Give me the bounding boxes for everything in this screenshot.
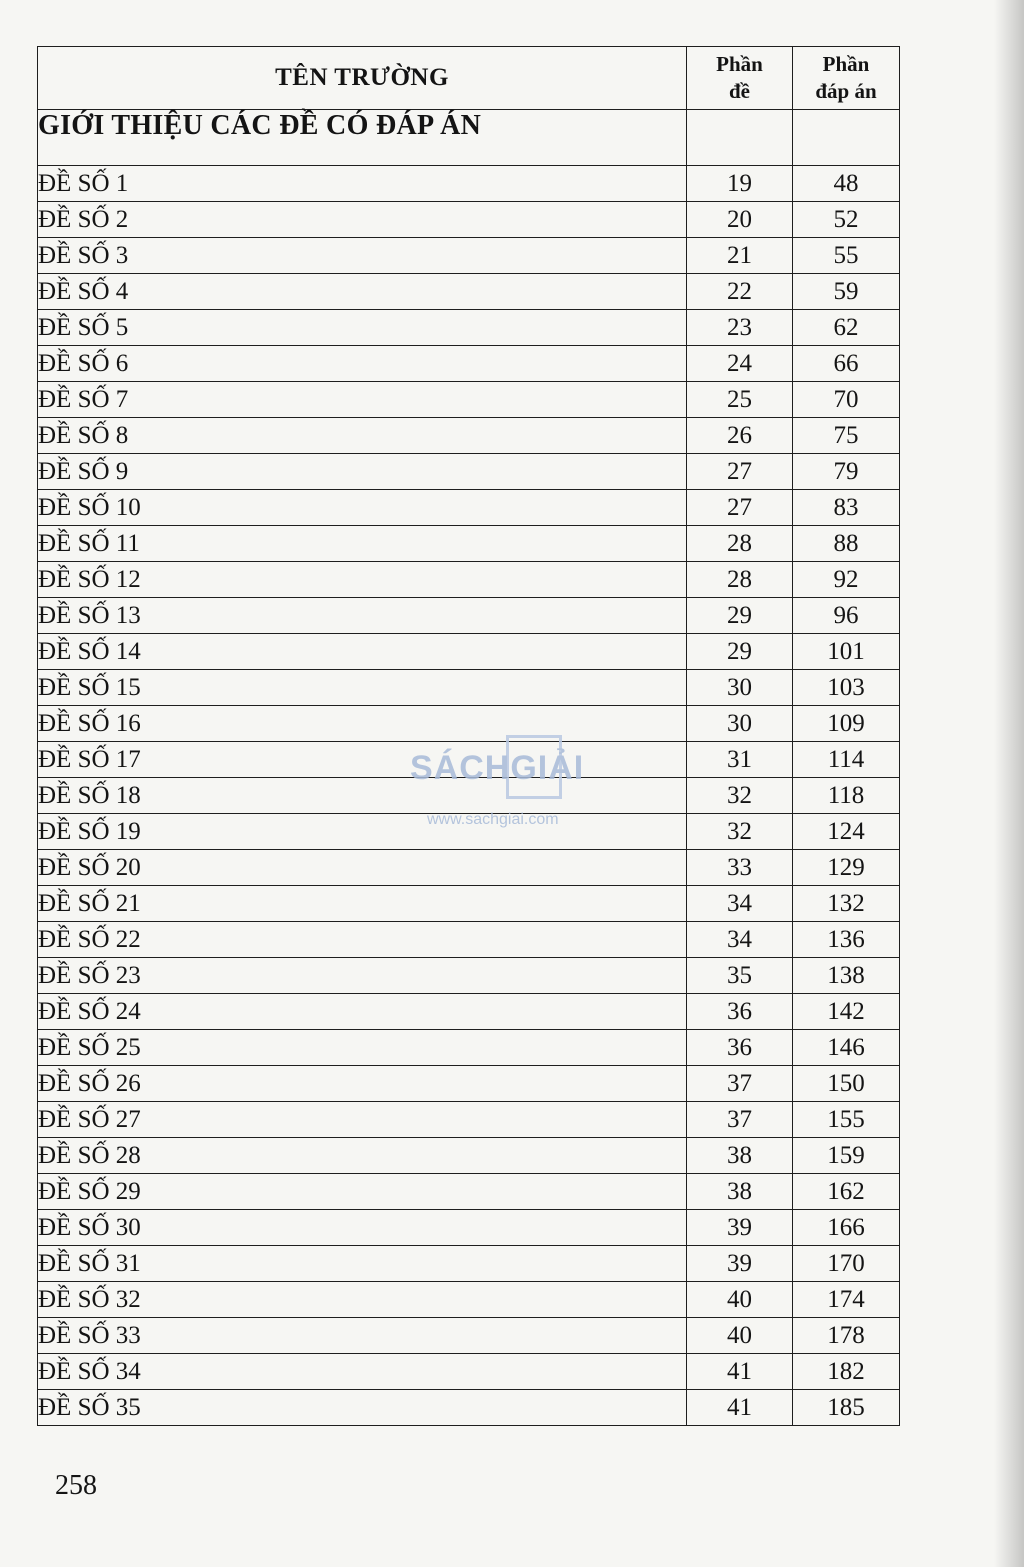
row-name: ĐỀ SỐ 27 xyxy=(38,1102,687,1138)
table-row xyxy=(38,562,900,598)
row-name: ĐỀ SỐ 34 xyxy=(38,1354,687,1390)
watermark-url: www.sachgiai.com xyxy=(427,811,559,828)
row-name: ĐỀ SỐ 26 xyxy=(38,1066,687,1102)
row-da-page: 129 xyxy=(793,850,900,886)
section-title: GIỚI THIỆU CÁC ĐỀ CÓ ĐÁP ÁN xyxy=(38,110,687,166)
row-da-page: 162 xyxy=(793,1174,900,1210)
row-de-page: 25 xyxy=(687,382,793,418)
header-de-line2: đề xyxy=(729,79,750,103)
table-row xyxy=(38,418,900,454)
table-row xyxy=(38,238,900,274)
section-da-cell xyxy=(793,110,900,166)
row-da-page: 138 xyxy=(793,958,900,994)
row-de-page: 38 xyxy=(687,1138,793,1174)
row-de-page: 34 xyxy=(687,886,793,922)
row-da-page: 132 xyxy=(793,886,900,922)
row-name: ĐỀ SỐ 12 xyxy=(38,562,687,598)
table-row xyxy=(38,1390,900,1426)
row-de-page: 40 xyxy=(687,1282,793,1318)
table-header-row xyxy=(38,47,900,110)
row-de-page: 41 xyxy=(687,1354,793,1390)
row-da-page: 178 xyxy=(793,1318,900,1354)
row-de-page: 30 xyxy=(687,670,793,706)
watermark xyxy=(410,735,620,835)
row-da-page: 79 xyxy=(793,454,900,490)
section-row xyxy=(38,110,900,166)
row-name: ĐỀ SỐ 25 xyxy=(38,1030,687,1066)
row-name: ĐỀ SỐ 33 xyxy=(38,1318,687,1354)
row-de-page: 20 xyxy=(687,202,793,238)
row-de-page: 19 xyxy=(687,166,793,202)
row-de-page: 28 xyxy=(687,526,793,562)
row-de-page: 27 xyxy=(687,490,793,526)
row-da-page: 62 xyxy=(793,310,900,346)
row-de-page: 36 xyxy=(687,994,793,1030)
header-de-line1: Phần xyxy=(716,52,763,76)
row-de-page: 35 xyxy=(687,958,793,994)
table-row xyxy=(38,346,900,382)
row-de-page: 39 xyxy=(687,1210,793,1246)
row-da-page: 118 xyxy=(793,778,900,814)
row-name: ĐỀ SỐ 1 xyxy=(38,166,687,202)
row-da-page: 88 xyxy=(793,526,900,562)
table-row xyxy=(38,382,900,418)
row-de-page: 32 xyxy=(687,814,793,850)
row-de-page: 22 xyxy=(687,274,793,310)
header-da-line2: đáp án xyxy=(815,79,877,103)
row-da-page: 114 xyxy=(793,742,900,778)
row-name: ĐỀ SỐ 3 xyxy=(38,238,687,274)
row-name: ĐỀ SỐ 17 xyxy=(38,742,687,778)
row-de-page: 28 xyxy=(687,562,793,598)
table-row xyxy=(38,1174,900,1210)
table-row xyxy=(38,1246,900,1282)
row-name: ĐỀ SỐ 14 xyxy=(38,634,687,670)
row-da-page: 75 xyxy=(793,418,900,454)
row-name: ĐỀ SỐ 18 xyxy=(38,778,687,814)
row-name: ĐỀ SỐ 8 xyxy=(38,418,687,454)
row-da-page: 48 xyxy=(793,166,900,202)
header-da-line1: Phần xyxy=(822,52,870,76)
row-name: ĐỀ SỐ 16 xyxy=(38,706,687,742)
row-da-page: 150 xyxy=(793,1066,900,1102)
row-name: ĐỀ SỐ 10 xyxy=(38,490,687,526)
row-da-page: 185 xyxy=(793,1390,900,1426)
row-name: ĐỀ SỐ 6 xyxy=(38,346,687,382)
row-da-page: 92 xyxy=(793,562,900,598)
table-row xyxy=(38,1210,900,1246)
row-de-page: 34 xyxy=(687,922,793,958)
row-da-page: 182 xyxy=(793,1354,900,1390)
row-da-page: 174 xyxy=(793,1282,900,1318)
row-da-page: 136 xyxy=(793,922,900,958)
row-name: ĐỀ SỐ 24 xyxy=(38,994,687,1030)
row-name: ĐỀ SỐ 13 xyxy=(38,598,687,634)
table-row xyxy=(38,1102,900,1138)
row-da-page: 59 xyxy=(793,274,900,310)
row-de-page: 38 xyxy=(687,1174,793,1210)
row-de-page: 36 xyxy=(687,1030,793,1066)
row-de-page: 32 xyxy=(687,778,793,814)
row-de-page: 21 xyxy=(687,238,793,274)
row-name: ĐỀ SỐ 30 xyxy=(38,1210,687,1246)
row-de-page: 31 xyxy=(687,742,793,778)
row-name: ĐỀ SỐ 35 xyxy=(38,1390,687,1426)
row-da-page: 166 xyxy=(793,1210,900,1246)
table-row xyxy=(38,490,900,526)
table-row xyxy=(38,202,900,238)
row-da-page: 52 xyxy=(793,202,900,238)
row-name: ĐỀ SỐ 4 xyxy=(38,274,687,310)
table-row xyxy=(38,1354,900,1390)
row-name: ĐỀ SỐ 9 xyxy=(38,454,687,490)
row-da-page: 146 xyxy=(793,1030,900,1066)
table-row xyxy=(38,1066,900,1102)
row-name: ĐỀ SỐ 2 xyxy=(38,202,687,238)
table-row xyxy=(38,310,900,346)
row-name: ĐỀ SỐ 32 xyxy=(38,1282,687,1318)
header-da xyxy=(793,47,900,110)
row-de-page: 37 xyxy=(687,1102,793,1138)
row-da-page: 170 xyxy=(793,1246,900,1282)
table-row xyxy=(38,1030,900,1066)
row-name: ĐỀ SỐ 5 xyxy=(38,310,687,346)
row-da-page: 101 xyxy=(793,634,900,670)
page-edge-shadow xyxy=(994,0,1024,1567)
row-name: ĐỀ SỐ 20 xyxy=(38,850,687,886)
row-de-page: 30 xyxy=(687,706,793,742)
row-de-page: 27 xyxy=(687,454,793,490)
table-row xyxy=(38,454,900,490)
row-da-page: 103 xyxy=(793,670,900,706)
table-row xyxy=(38,1318,900,1354)
header-de xyxy=(687,47,793,110)
table-row xyxy=(38,634,900,670)
row-da-page: 109 xyxy=(793,706,900,742)
row-name: ĐỀ SỐ 23 xyxy=(38,958,687,994)
table-row xyxy=(38,598,900,634)
page-number: 258 xyxy=(55,1470,97,1501)
row-de-page: 26 xyxy=(687,418,793,454)
row-da-page: 66 xyxy=(793,346,900,382)
row-da-page: 159 xyxy=(793,1138,900,1174)
table-row xyxy=(38,274,900,310)
row-name: ĐỀ SỐ 29 xyxy=(38,1174,687,1210)
table-row xyxy=(38,994,900,1030)
table-row xyxy=(38,922,900,958)
row-da-page: 142 xyxy=(793,994,900,1030)
table-row xyxy=(38,958,900,994)
row-de-page: 40 xyxy=(687,1318,793,1354)
table-row xyxy=(38,166,900,202)
row-de-page: 33 xyxy=(687,850,793,886)
row-de-page: 29 xyxy=(687,634,793,670)
row-da-page: 124 xyxy=(793,814,900,850)
row-de-page: 41 xyxy=(687,1390,793,1426)
row-da-page: 96 xyxy=(793,598,900,634)
table-row xyxy=(38,1282,900,1318)
table-row xyxy=(38,886,900,922)
header-name: TÊN TRƯỜNG xyxy=(38,47,687,110)
row-de-page: 37 xyxy=(687,1066,793,1102)
table-row xyxy=(38,526,900,562)
row-de-page: 39 xyxy=(687,1246,793,1282)
table-row xyxy=(38,850,900,886)
row-name: ĐỀ SỐ 21 xyxy=(38,886,687,922)
row-da-page: 55 xyxy=(793,238,900,274)
row-da-page: 70 xyxy=(793,382,900,418)
row-de-page: 24 xyxy=(687,346,793,382)
row-name: ĐỀ SỐ 22 xyxy=(38,922,687,958)
table-row xyxy=(38,1138,900,1174)
row-name: ĐỀ SỐ 7 xyxy=(38,382,687,418)
row-name: ĐỀ SỐ 15 xyxy=(38,670,687,706)
row-de-page: 29 xyxy=(687,598,793,634)
row-da-page: 155 xyxy=(793,1102,900,1138)
row-name: ĐỀ SỐ 11 xyxy=(38,526,687,562)
row-de-page: 23 xyxy=(687,310,793,346)
row-name: ĐỀ SỐ 19 xyxy=(38,814,687,850)
row-name: ĐỀ SỐ 31 xyxy=(38,1246,687,1282)
row-da-page: 83 xyxy=(793,490,900,526)
table-row xyxy=(38,670,900,706)
row-name: ĐỀ SỐ 28 xyxy=(38,1138,687,1174)
section-de-cell xyxy=(687,110,793,166)
watermark-logo: SÁCHGIẢI xyxy=(410,749,585,787)
